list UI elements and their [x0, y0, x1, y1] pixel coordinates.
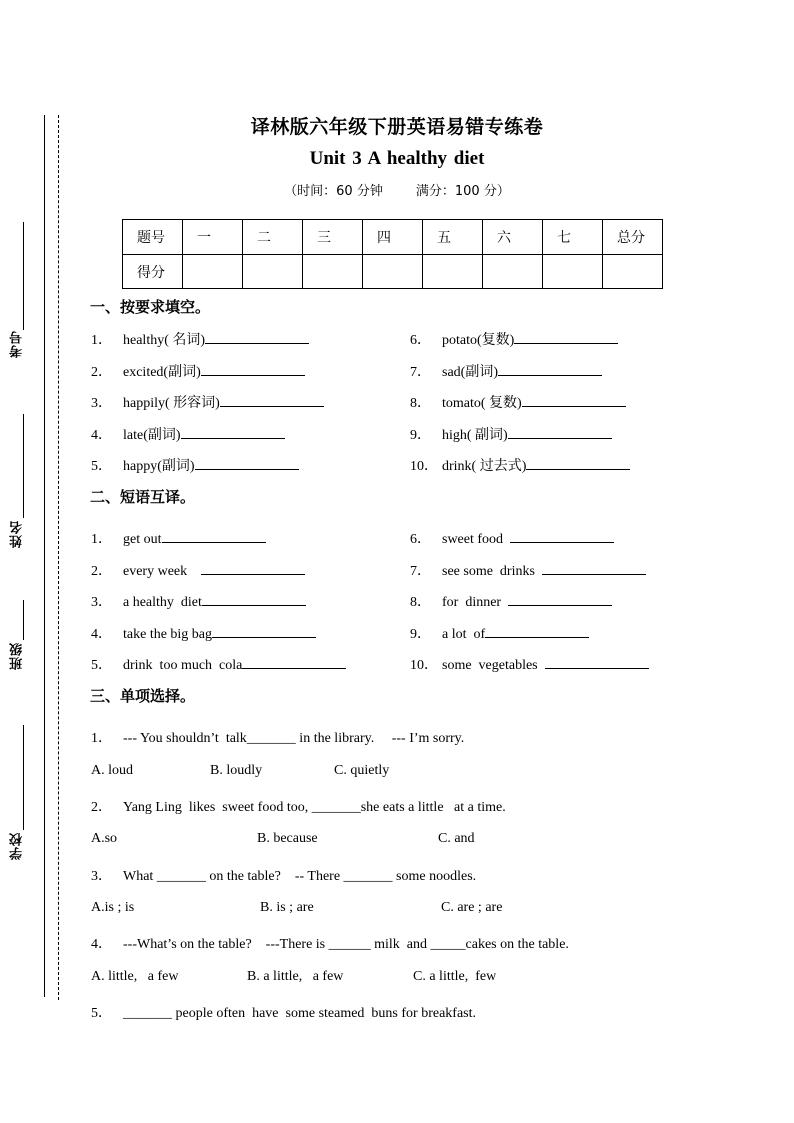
list-item: 9． a lot of [410, 623, 589, 643]
option-c[interactable]: C. quietly [334, 763, 390, 778]
question-stem: 3． What _______ on the table? -- There _______ some noodles. [91, 869, 477, 884]
answer-blank[interactable] [508, 591, 612, 606]
score-cell: 五 [423, 220, 483, 255]
list-item: 8． tomato( 复数) [410, 392, 626, 412]
answer-blank[interactable] [201, 560, 305, 575]
page-subtitle: Unit 3 A healthy diet [309, 148, 485, 169]
list-item: 10． some vegetables [410, 654, 649, 674]
option-b[interactable]: B. a little, a few [247, 969, 344, 984]
answer-blank[interactable] [212, 623, 316, 638]
list-item: 2． every week [91, 560, 305, 580]
list-item: 8． for dinner [410, 591, 612, 611]
section1-heading: 一、按要求填空。 [90, 298, 211, 316]
option-c[interactable]: C. and [438, 831, 475, 846]
answer-blank[interactable] [526, 455, 630, 470]
list-item: 7． see some drinks [410, 560, 646, 580]
score-table [122, 219, 663, 289]
score-input-cell[interactable] [243, 255, 303, 289]
option-c[interactable]: C. are ; are [441, 900, 503, 915]
name-label: 姓名 [10, 520, 25, 548]
question-stem: 4． ---What’s on the table? ---There is ______ milk and _____cakes on the table. [91, 937, 569, 952]
score-cell: 得分 [123, 255, 183, 289]
exam-no-label: 考号 [10, 330, 25, 358]
exam-no-line [23, 222, 24, 330]
list-item: 6． potato(复数) [410, 329, 618, 349]
score-table-header-row [123, 220, 663, 255]
list-item: 6． sweet food [410, 528, 614, 548]
question-stem: 1． --- You shouldn’t talk_______ in the library. --- I’m sorry. [91, 731, 465, 746]
list-item: 4． take the big bag [91, 623, 316, 643]
option-a[interactable]: A. loud [91, 763, 133, 778]
list-item: 3． happily( 形容词) [91, 392, 324, 412]
page-title: 译林版六年级下册英语易错专练卷 [250, 116, 544, 138]
option-a[interactable]: A. little, a few [91, 969, 179, 984]
answer-blank[interactable] [542, 560, 646, 575]
answer-blank[interactable] [202, 591, 306, 606]
answer-blank[interactable] [522, 392, 626, 407]
score-input-cell[interactable] [363, 255, 423, 289]
school-label: 学校 [10, 832, 25, 860]
answer-blank[interactable] [485, 623, 589, 638]
score-input-cell[interactable] [543, 255, 603, 289]
score-cell: 二 [243, 220, 303, 255]
score-cell: 三 [303, 220, 363, 255]
option-c[interactable]: C. a little, few [413, 969, 497, 984]
answer-blank[interactable] [195, 455, 299, 470]
answer-blank[interactable] [508, 424, 612, 439]
list-item: 9． high( 副词) [410, 424, 612, 444]
score-input-cell[interactable] [303, 255, 363, 289]
list-item: 7． sad(副词) [410, 361, 602, 381]
answer-blank[interactable] [201, 361, 305, 376]
score-cell: 七 [543, 220, 603, 255]
score-cell: 六 [483, 220, 543, 255]
score-input-cell[interactable] [183, 255, 243, 289]
list-item: 5． happy(副词) [91, 455, 299, 475]
list-item: 1． get out [91, 528, 266, 548]
score-input-cell[interactable] [483, 255, 543, 289]
option-b[interactable]: B. loudly [210, 763, 263, 778]
answer-blank[interactable] [242, 654, 346, 669]
margin-line-dashed [58, 115, 59, 1000]
score-cell: 一 [183, 220, 243, 255]
answer-blank[interactable] [162, 528, 266, 543]
option-b[interactable]: B. because [257, 831, 318, 846]
time-info: （时间：60 分钟 满分：100 分） [284, 184, 510, 199]
option-a[interactable]: A.is ; is [91, 900, 135, 915]
score-table-score-row [123, 255, 663, 289]
option-a[interactable]: A.so [91, 831, 118, 846]
list-item: 3． a healthy diet [91, 591, 306, 611]
score-cell: 总分 [603, 220, 663, 255]
name-line [23, 414, 24, 518]
school-line [23, 725, 24, 830]
section2-heading: 二、短语互译。 [90, 488, 196, 506]
answer-blank[interactable] [205, 329, 309, 344]
list-item: 2． excited(副词) [91, 361, 305, 381]
list-item: 10． drink( 过去式) [410, 455, 630, 475]
option-b[interactable]: B. is ; are [260, 900, 314, 915]
score-cell: 题号 [123, 220, 183, 255]
answer-blank[interactable] [181, 424, 285, 439]
question-stem: 2． Yang Ling likes sweet food too, _______she eats a little at a time. [91, 800, 506, 815]
section3-heading: 三、单项选择。 [90, 687, 196, 705]
answer-blank[interactable] [510, 528, 614, 543]
answer-blank[interactable] [545, 654, 649, 669]
class-label: 班级 [10, 642, 25, 670]
list-item: 1． healthy( 名词) [91, 329, 309, 349]
answer-blank[interactable] [514, 329, 618, 344]
list-item: 5． drink too much cola [91, 654, 346, 674]
question-stem: 5． _______ people often have some steamed buns for breakfast. [91, 1006, 477, 1021]
answer-blank[interactable] [498, 361, 602, 376]
score-input-cell[interactable] [603, 255, 663, 289]
answer-blank[interactable] [220, 392, 324, 407]
list-item: 4． late(副词) [91, 424, 285, 444]
class-line [23, 600, 24, 640]
score-input-cell[interactable] [423, 255, 483, 289]
margin-line-solid [44, 115, 45, 997]
score-cell: 四 [363, 220, 423, 255]
